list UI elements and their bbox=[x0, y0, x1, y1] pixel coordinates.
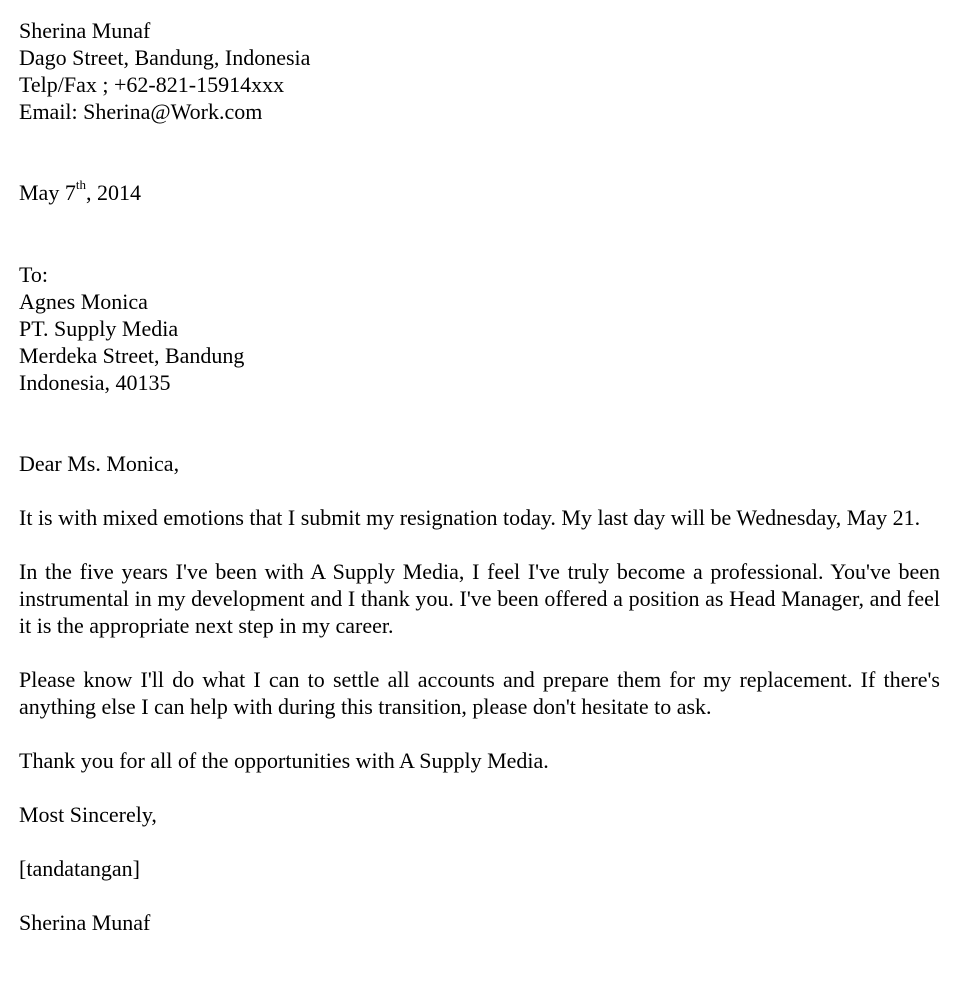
recipient-country-zip: Indonesia, 40135 bbox=[19, 370, 171, 395]
sender-name: Sherina Munaf bbox=[19, 18, 151, 43]
signer-name: Sherina Munaf bbox=[19, 910, 151, 935]
body-paragraph-2: In the five years I've been with A Supply Media, I feel I've truly become a professional. You've been instrumental in my development and I thank you. I've been offered a position as Head Manager, and feel it is the appropriate next step in my career. bbox=[19, 559, 940, 638]
recipient-street: Merdeka Street, Bandung bbox=[19, 343, 245, 368]
sender-address: Dago Street, Bandung, Indonesia bbox=[19, 45, 311, 70]
sender-block bbox=[19, 17, 940, 125]
signature-placeholder: [tandatangan] bbox=[19, 856, 140, 881]
body-paragraph-3: Please know I'll do what I can to settle all accounts and prepare them for my replacement. If there's anything else I can help with during this transition, please don't hesitate to ask. bbox=[19, 667, 940, 719]
thanks-line: Thank you for all of the opportunities with A Supply Media. bbox=[19, 748, 549, 773]
sender-email: Email: Sherina@Work.com bbox=[19, 99, 263, 124]
date-ordinal: th bbox=[75, 176, 86, 192]
recipient-block bbox=[19, 261, 940, 396]
recipient-name: Agnes Monica bbox=[19, 289, 148, 314]
date-month-day: May 7 bbox=[19, 180, 76, 205]
sender-phone: Telp/Fax ; +62-821-15914xxx bbox=[19, 72, 285, 97]
recipient-company: PT. Supply Media bbox=[19, 316, 179, 341]
salutation: Dear Ms. Monica, bbox=[19, 451, 180, 476]
letter-date bbox=[19, 176, 940, 206]
date-year: , 2014 bbox=[85, 180, 141, 205]
body-paragraph-1: It is with mixed emotions that I submit my resignation today. My last day will be Wednesday, May 21. bbox=[19, 505, 921, 530]
recipient-to-label: To: bbox=[19, 262, 49, 287]
closing: Most Sincerely, bbox=[19, 802, 157, 827]
